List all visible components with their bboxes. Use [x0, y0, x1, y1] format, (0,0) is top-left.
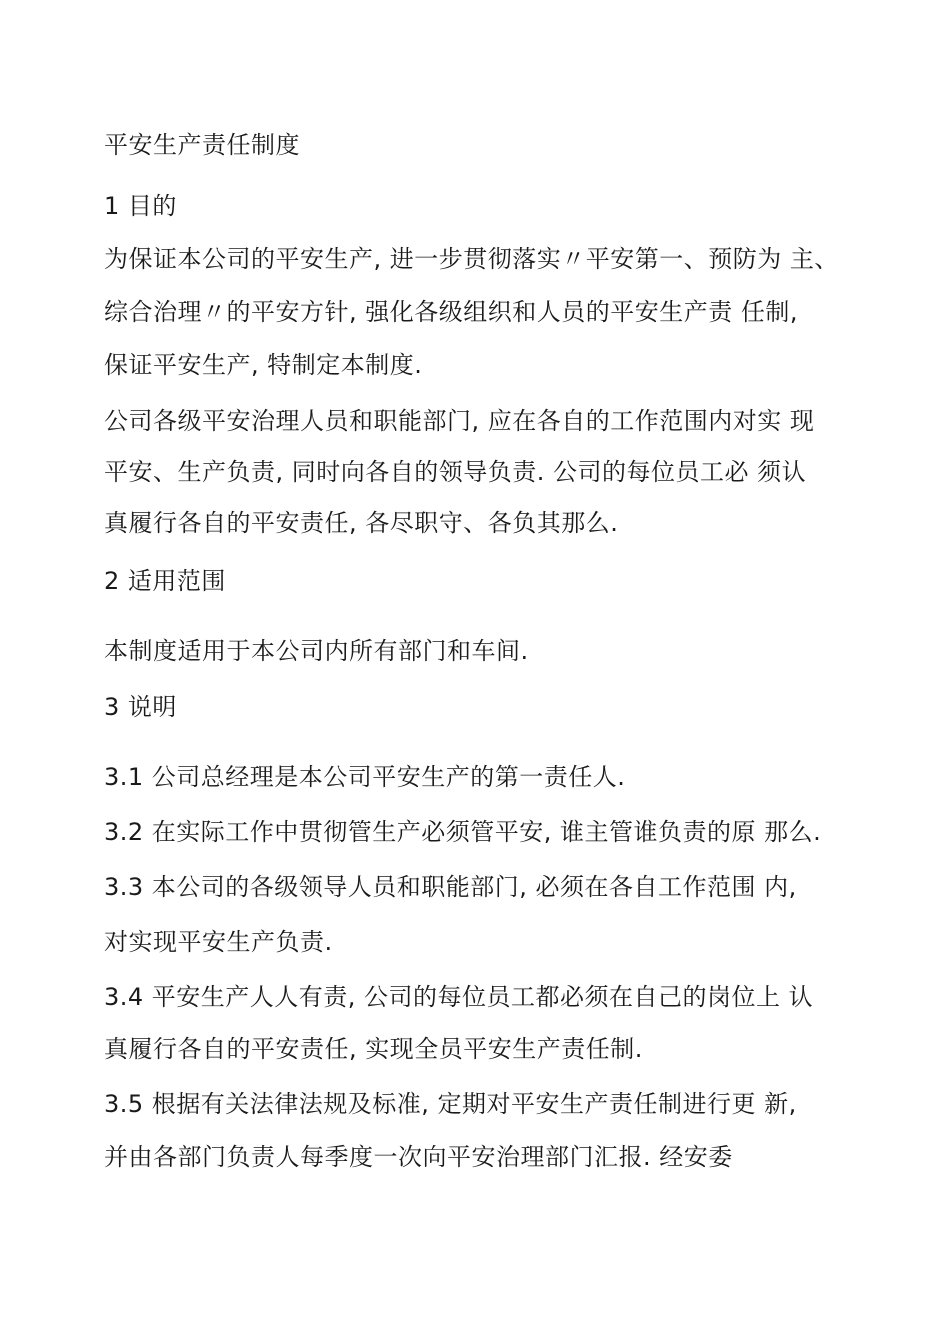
list-item: 对实现平安生产负责.	[104, 928, 333, 956]
paragraph-line: 综合治理〃的平安方针, 强化各级组织和人员的平安生产责 任制,	[104, 298, 799, 326]
section-3-heading: 3 说明	[104, 693, 177, 721]
paragraph-line: 公司各级平安治理人员和职能部门, 应在各自的工作范围内对实 现	[104, 407, 815, 435]
document-title: 平安生产责任制度	[104, 131, 300, 159]
list-item: 3.5 根据有关法律法规及标准, 定期对平安生产责任制进行更 新,	[104, 1090, 797, 1118]
section-2-heading: 2 适用范围	[104, 567, 226, 595]
paragraph-line: 真履行各自的平安责任, 各尽职守、各负其那么.	[104, 509, 619, 537]
list-item: 3.2 在实际工作中贯彻管生产必须管平安, 谁主管谁负责的原 那么.	[104, 818, 822, 846]
list-item: 并由各部门负责人每季度一次向平安治理部门汇报. 经安委	[104, 1143, 733, 1171]
list-item: 3.4 平安生产人人有责, 公司的每位员工都必须在自己的岗位上 认	[104, 983, 814, 1011]
list-item: 3.3 本公司的各级领导人员和职能部门, 必须在各自工作范围 内,	[104, 873, 797, 901]
paragraph-line: 保证平安生产, 特制定本制度.	[104, 351, 423, 379]
section-1-heading: 1 目的	[104, 192, 177, 220]
paragraph-line: 本制度适用于本公司内所有部门和车间.	[104, 637, 529, 665]
list-item: 3.1 公司总经理是本公司平安生产的第一责任人.	[104, 763, 626, 791]
list-item: 真履行各自的平安责任, 实现全员平安生产责任制.	[104, 1035, 643, 1063]
paragraph-line: 为保证本公司的平安生产, 进一步贯彻落实〃平安第一、预防为 主、	[104, 245, 839, 273]
paragraph-line: 平安、生产负责, 同时向各自的领导负责. 公司的每位员工必 须认	[104, 458, 807, 486]
